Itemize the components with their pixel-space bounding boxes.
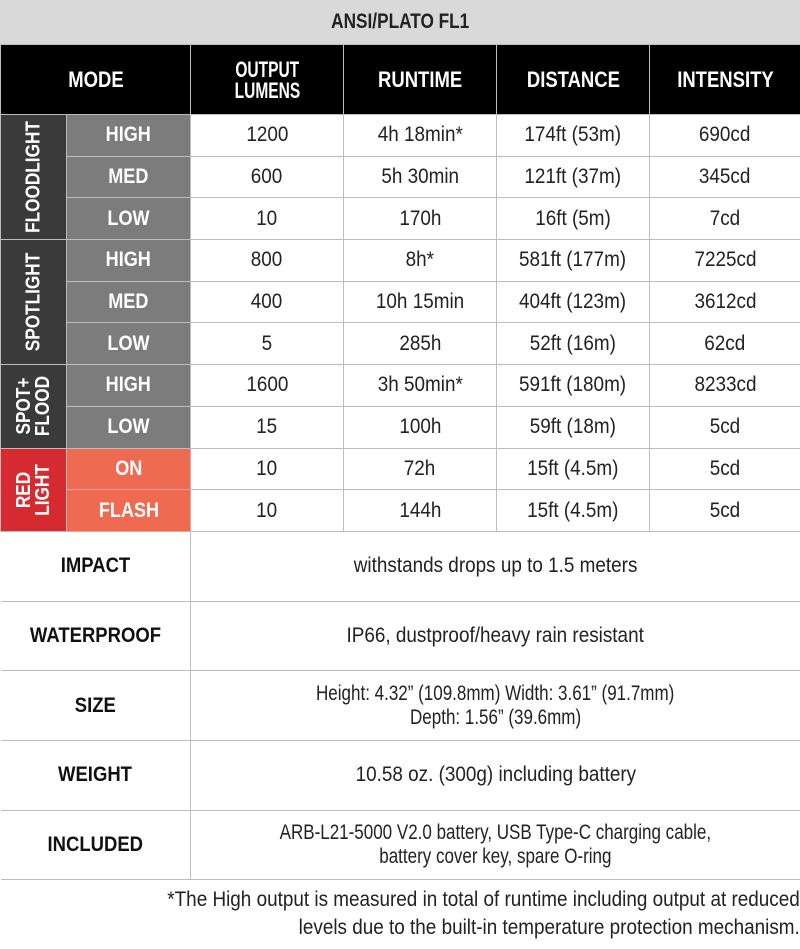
mode-cell: LOW — [67, 406, 191, 448]
output-cell: 10 — [191, 490, 344, 532]
mode-cell: MED — [67, 281, 191, 323]
mode-cell: HIGH — [67, 365, 191, 407]
table-row — [1, 156, 800, 198]
output-cell: 400 — [191, 281, 344, 323]
runtime-cell: 285h — [344, 323, 497, 365]
runtime-cell: 5h 30min — [344, 156, 497, 198]
distance-cell: 581ft (177m) — [497, 240, 650, 282]
output-cell: 10 — [191, 448, 344, 490]
spec-row-weight — [1, 740, 800, 810]
intensity-cell: 7225cd — [650, 240, 800, 282]
table-row — [1, 323, 800, 365]
output-cell: 15 — [191, 406, 344, 448]
mode-cell: ON — [67, 448, 191, 490]
runtime-cell: 100h — [344, 406, 497, 448]
group-label-spot-flood: SPOT+ FLOOD — [1, 365, 67, 448]
header-intensity: INTENSITY — [650, 45, 800, 115]
output-cell: 5 — [191, 323, 344, 365]
distance-cell: 16ft (5m) — [497, 198, 650, 240]
spec-key: INCLUDED — [1, 810, 191, 880]
spec-value: Height: 4.32” (109.8mm) Width: 3.61” (91.7mm) Depth: 1.56” (39.6mm) — [191, 671, 800, 741]
runtime-cell: 10h 15min — [344, 281, 497, 323]
spec-key: SIZE — [1, 671, 191, 741]
table-row — [1, 365, 800, 407]
group-label-spotlight: SPOTLIGHT — [1, 240, 67, 365]
table-row — [1, 198, 800, 240]
distance-cell: 121ft (37m) — [497, 156, 650, 198]
table-row — [1, 240, 800, 282]
intensity-cell: 5cd — [650, 490, 800, 532]
output-cell: 1600 — [191, 365, 344, 407]
mode-cell: LOW — [67, 198, 191, 240]
distance-cell: 174ft (53m) — [497, 115, 650, 157]
table-title: ANSI/PLATO FL1 — [330, 10, 470, 33]
spec-key: WEIGHT — [1, 740, 191, 810]
header-distance: DISTANCE — [497, 45, 650, 115]
runtime-cell: 144h — [344, 490, 497, 532]
spec-table — [0, 44, 800, 880]
intensity-cell: 62cd — [650, 323, 800, 365]
footnote — [0, 880, 800, 949]
spec-value: withstands drops up to 1.5 meters — [191, 531, 800, 601]
footnote-line-1: *The High output is measured in total of runtime including output at reduced — [167, 888, 800, 911]
intensity-cell: 8233cd — [650, 365, 800, 407]
distance-cell: 59ft (18m) — [497, 406, 650, 448]
runtime-cell: 4h 18min* — [344, 115, 497, 157]
output-cell: 600 — [191, 156, 344, 198]
runtime-cell: 3h 50min* — [344, 365, 497, 407]
header-mode: MODE — [1, 45, 191, 115]
distance-cell: 15ft (4.5m) — [497, 448, 650, 490]
intensity-cell: 5cd — [650, 448, 800, 490]
mode-cell: MED — [67, 156, 191, 198]
mode-cell: FLASH — [67, 490, 191, 532]
spec-row-size — [1, 671, 800, 741]
table-row — [1, 281, 800, 323]
output-cell: 1200 — [191, 115, 344, 157]
distance-cell: 591ft (180m) — [497, 365, 650, 407]
intensity-cell: 3612cd — [650, 281, 800, 323]
table-row — [1, 490, 800, 532]
spec-value: IP66, dustproof/heavy rain resistant — [191, 601, 800, 671]
intensity-cell: 345cd — [650, 156, 800, 198]
spec-row-included — [1, 810, 800, 880]
runtime-cell: 72h — [344, 448, 497, 490]
runtime-cell: 8h* — [344, 240, 497, 282]
distance-cell: 15ft (4.5m) — [497, 490, 650, 532]
spec-row-impact — [1, 531, 800, 601]
output-cell: 800 — [191, 240, 344, 282]
intensity-cell: 7cd — [650, 198, 800, 240]
table-title-bar — [0, 0, 800, 44]
header-row — [1, 45, 800, 115]
output-cell: 10 — [191, 198, 344, 240]
table-row — [1, 448, 800, 490]
header-runtime: RUNTIME — [344, 45, 497, 115]
distance-cell: 52ft (16m) — [497, 323, 650, 365]
group-label-floodlight: FLOODLIGHT — [1, 115, 67, 240]
mode-cell: LOW — [67, 323, 191, 365]
spec-row-waterproof — [1, 601, 800, 671]
table-row — [1, 406, 800, 448]
spec-key: IMPACT — [1, 531, 191, 601]
spec-key: WATERPROOF — [1, 601, 191, 671]
intensity-cell: 690cd — [650, 115, 800, 157]
header-output-lumens: OUTPUT LUMENS — [191, 45, 344, 115]
spec-value: 10.58 oz. (300g) including battery — [191, 740, 800, 810]
mode-cell: HIGH — [67, 115, 191, 157]
runtime-cell: 170h — [344, 198, 497, 240]
spec-value: ARB-L21-5000 V2.0 battery, USB Type-C charging cable, battery cover key, spare O-ring — [191, 810, 800, 880]
intensity-cell: 5cd — [650, 406, 800, 448]
mode-cell: HIGH — [67, 240, 191, 282]
footnote-line-2: levels due to the built-in temperature protection mechanism. — [298, 916, 800, 939]
table-row — [1, 115, 800, 157]
distance-cell: 404ft (123m) — [497, 281, 650, 323]
group-label-red-light: RED LIGHT — [1, 448, 67, 531]
